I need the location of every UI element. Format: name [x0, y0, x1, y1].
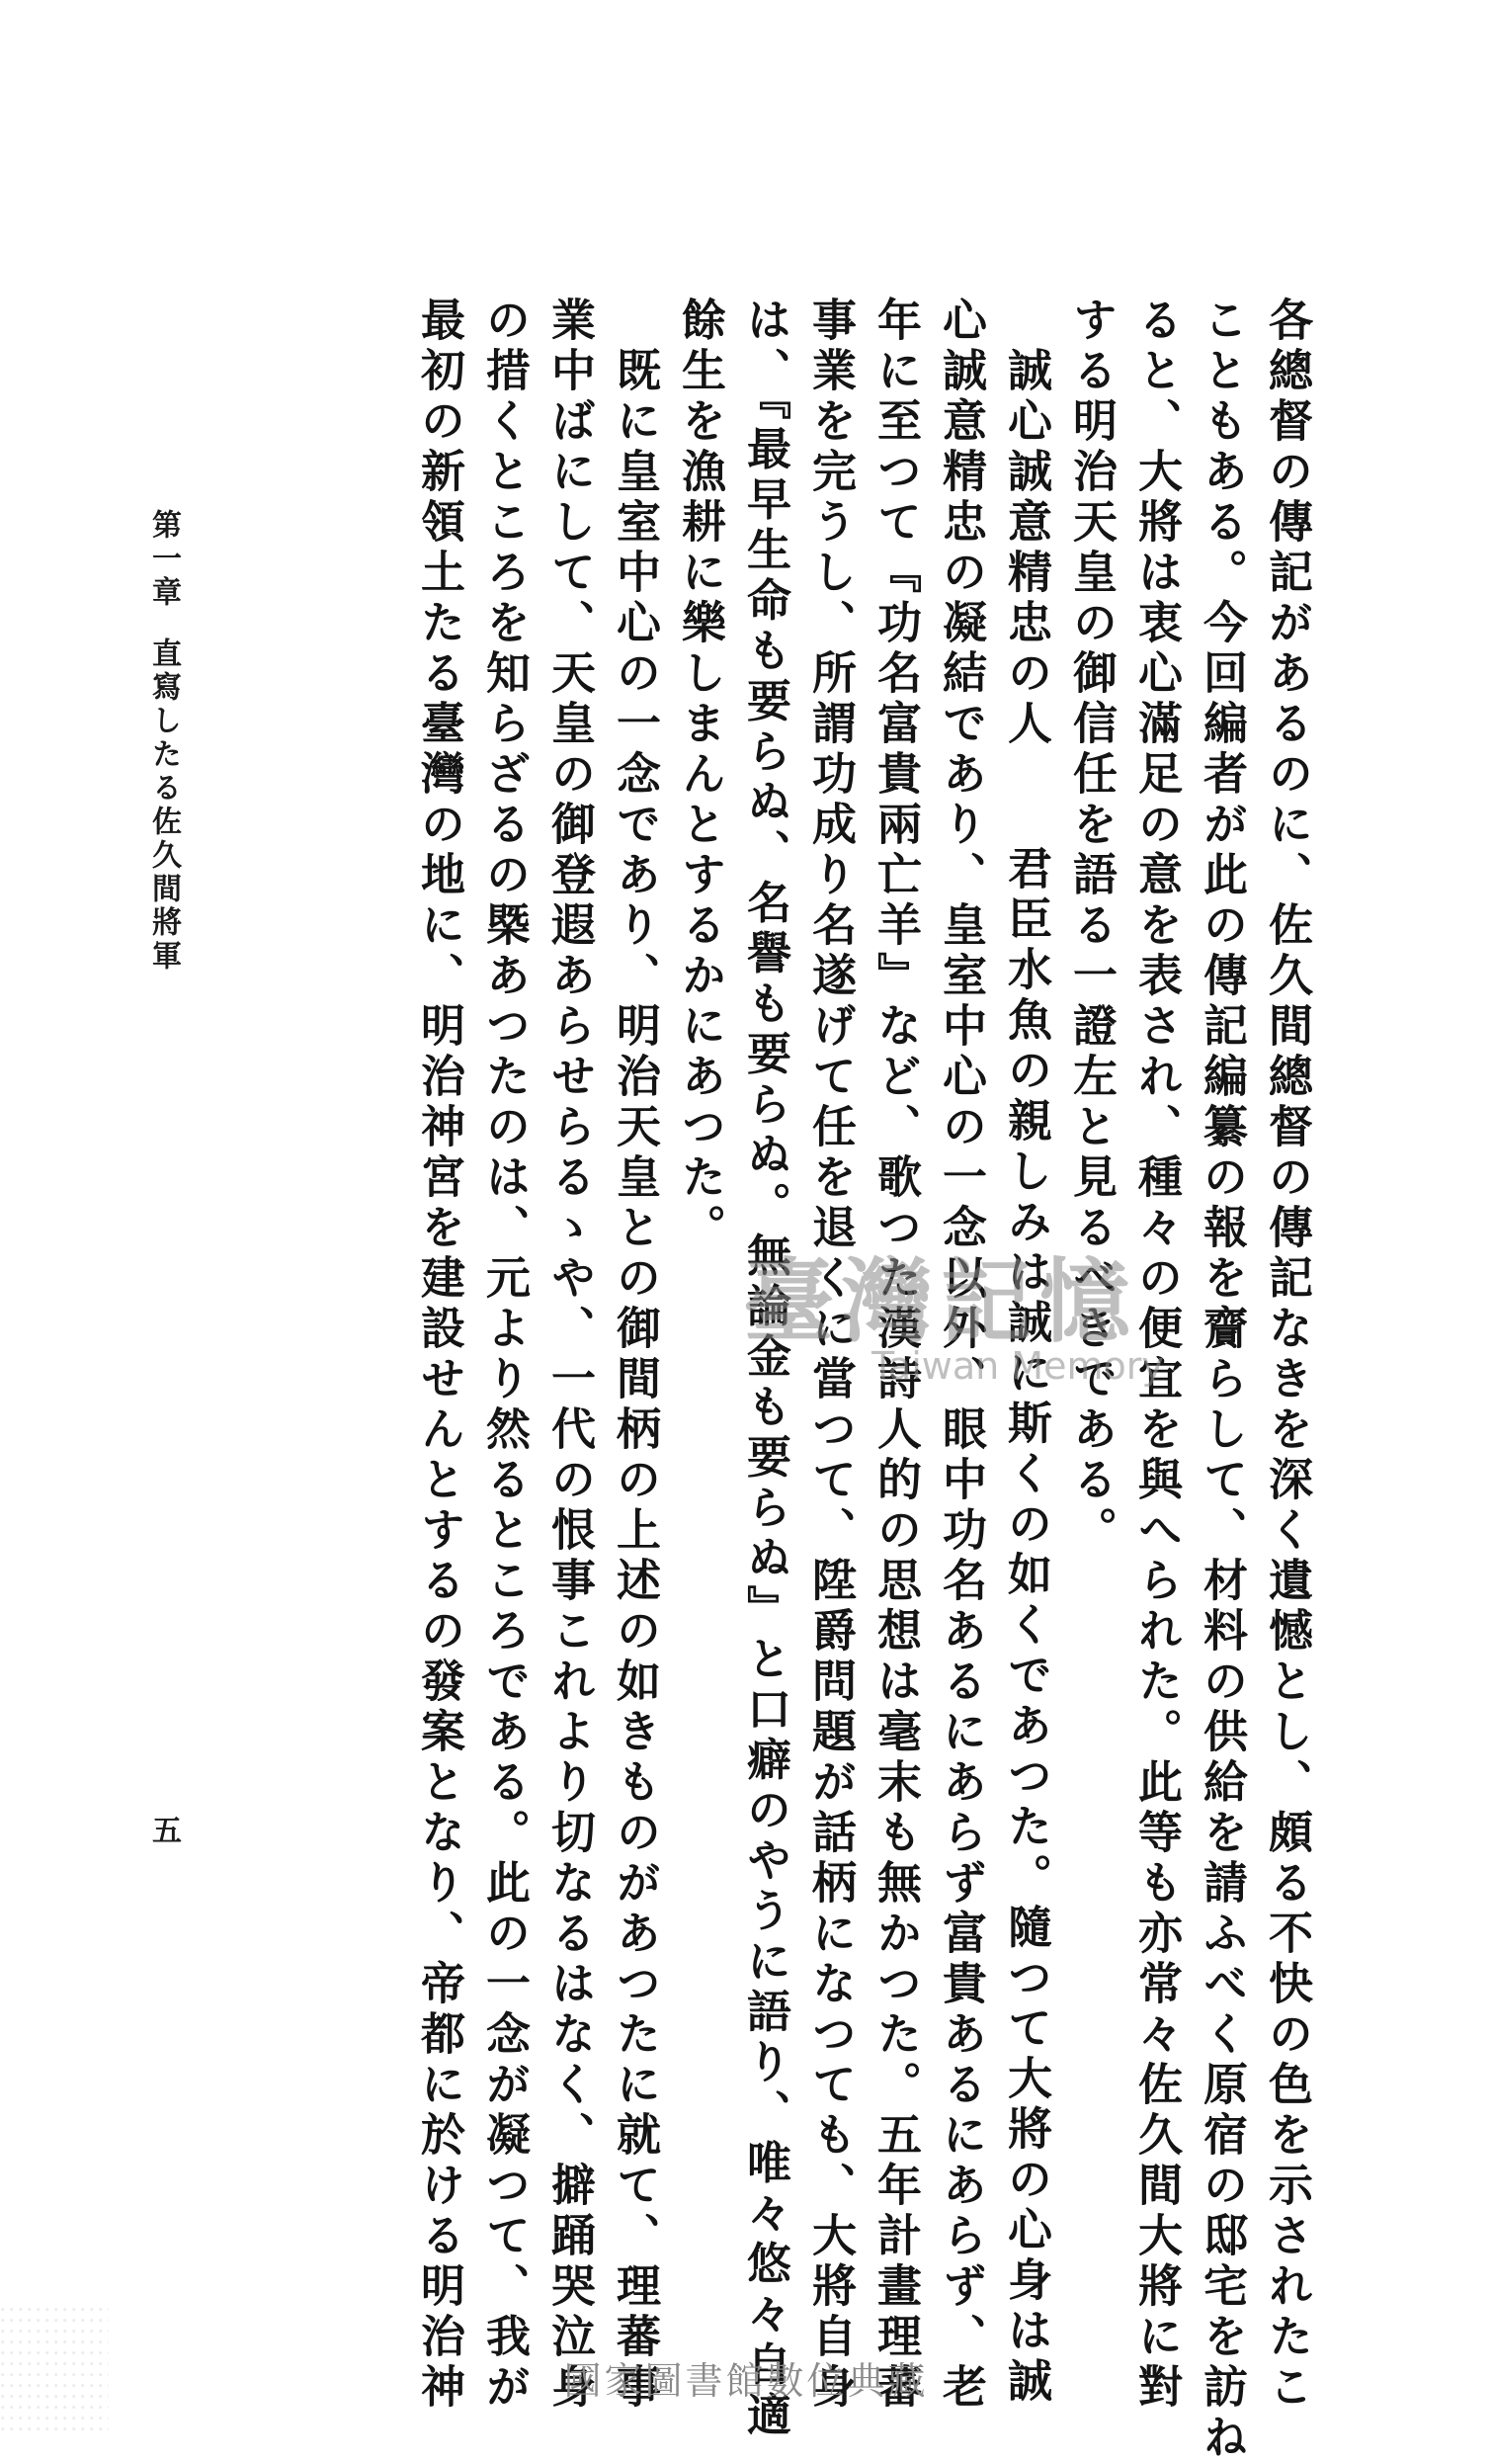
- text-line: 事業を完うし、所謂功成り名遂げて任を退くに當つて、陞爵問題が話柄になつても、大將自身: [804, 297, 857, 2414]
- running-head: [141, 509, 185, 974]
- text-line: 最初の新領土たる臺灣の地に、明治神宮を建設せんとするの發案となり、帝都に於ける明治神: [413, 297, 465, 2414]
- text-line: は、『最早生命も要らぬ、名譽も要らぬ。無論金も要らぬ』と口癖のやうに語り、唯々悠々自適: [739, 297, 791, 2442]
- chapter-title: 直寫したる佐久間將軍: [146, 637, 181, 974]
- text-line: 既に皇室中心の一念であり、明治天皇との御間柄の上述の如きものがあつたに就て、理蕃事: [609, 347, 661, 2414]
- text-line: 君臣水魚の親しみは誠に斯くの如くであつた。隨つて大將の心身は誠: [1000, 845, 1052, 2408]
- text-line: 年に至つて『功名富貴兩亡羊』など、歌つた漢詩人的の思想は毫末も無かつた。五年計畫理蕃: [870, 297, 922, 2414]
- spacer: [1026, 750, 1027, 845]
- text-line: ると、大將は衷心滿足の意を表され、種々の便宜を與へられた。此等も亦常々佐久間大將に對: [1130, 297, 1183, 2414]
- watermark-sub-text: Taiwan Memory: [871, 1344, 1164, 1388]
- page-number: 五: [146, 1815, 181, 1844]
- text-line: こともある。今回編者が此の傳記編纂の報を齎らして、材料の供給を請ふべく原宿の邸宅を訪ね: [1196, 297, 1248, 2464]
- text-line: 各總督の傳記があるのに、佐久間總督の傳記なきを深く遺憾とし、頗る不快の色を示されたこ: [1261, 297, 1313, 2414]
- footer-archive-mark: 國家圖書館數位典藏: [563, 2359, 929, 2403]
- text-line: する明治天皇の御信任を語る一證左と見るべきである。: [1065, 297, 1118, 1557]
- chapter-label: 第一章: [146, 509, 181, 610]
- text-line: 餘生を漁耕に樂しまんとするかにあつた。: [674, 297, 726, 1254]
- watermark-main-text: 臺灣記憶: [743, 1249, 1139, 1355]
- section-heading: 誠心誠意精忠の人: [1000, 347, 1052, 750]
- text-line: の措くところを知らざるの槩あつたのは、元より然るところである。此の一念が凝つて、我が: [478, 297, 531, 2414]
- text-line: 心誠意精忠の凝結であり、皇室中心の一念以外、眼中功名あるにあらず富貴あるにあらず、老: [935, 297, 987, 2414]
- watermark-logo: [743, 1230, 1257, 1398]
- text-line: 業中ばにして、天皇の御登遐あらせらるゝや、一代の恨事これより切なるはなく、擗踊哭泣身: [543, 297, 596, 2414]
